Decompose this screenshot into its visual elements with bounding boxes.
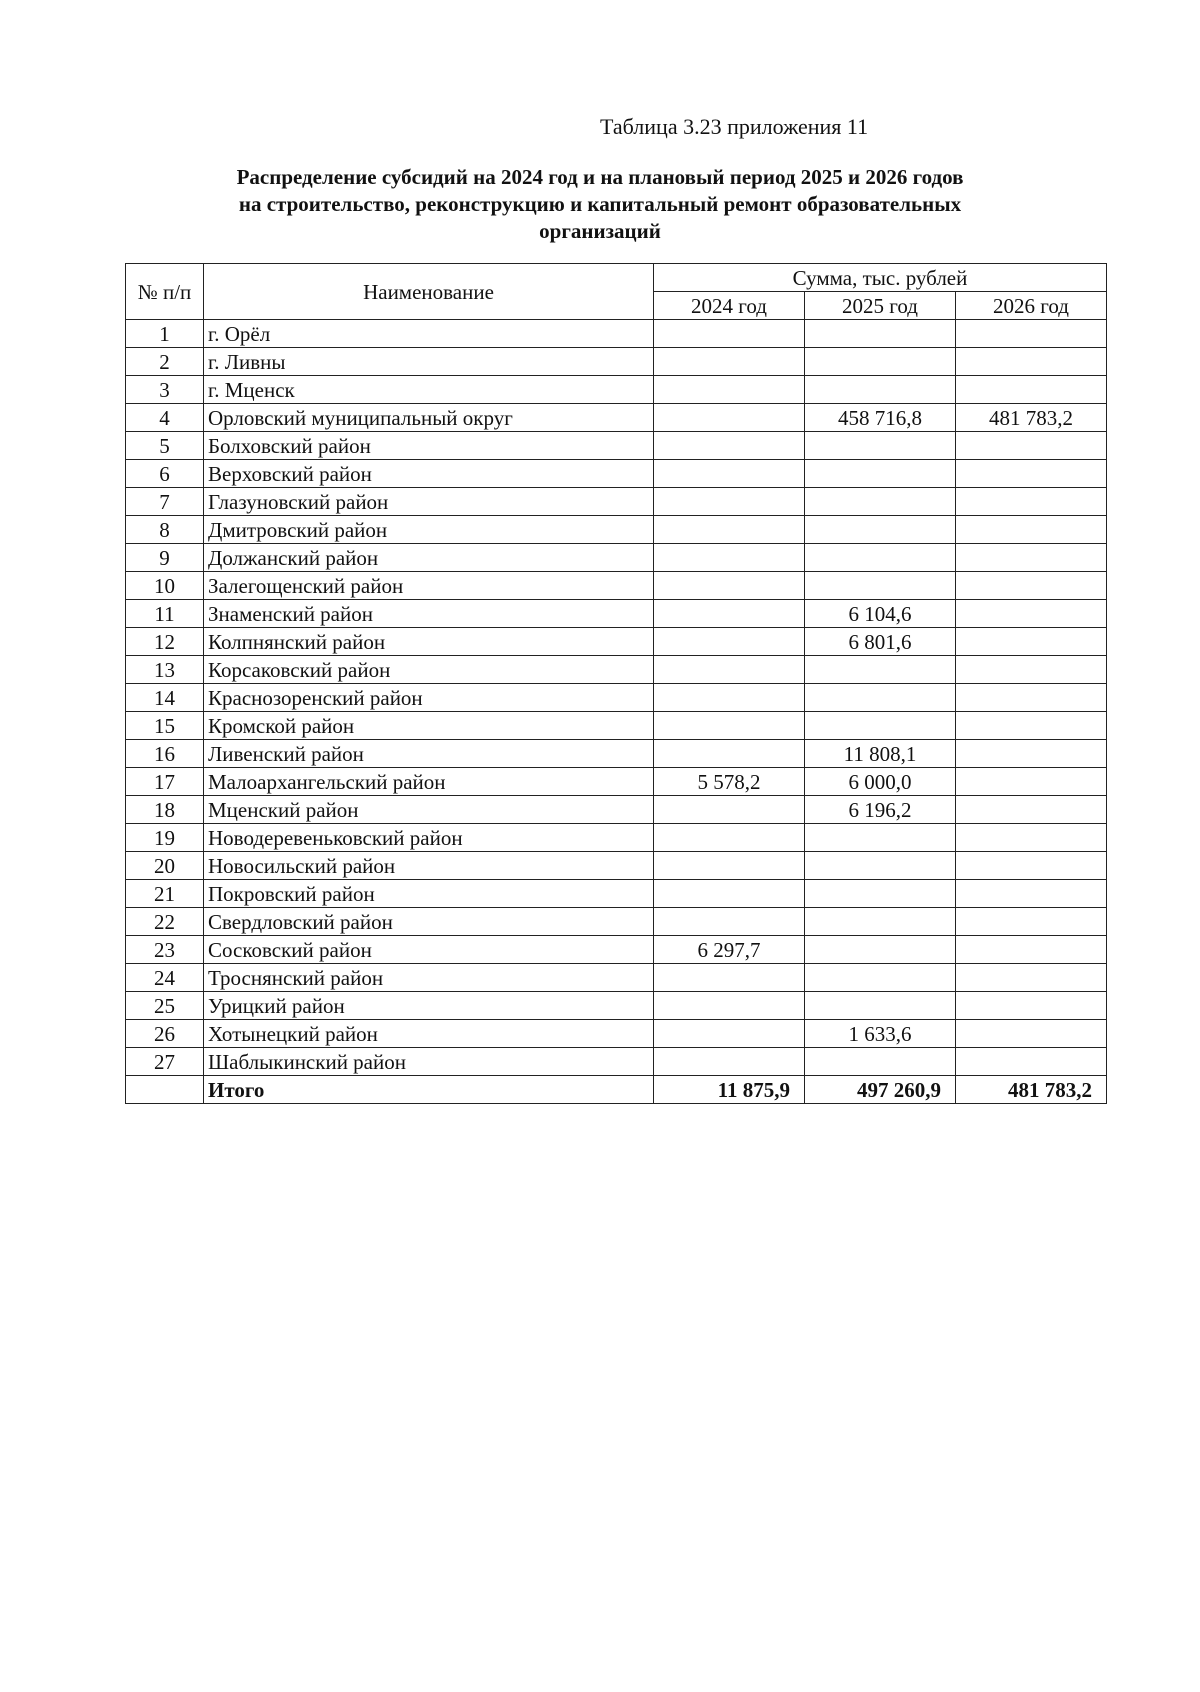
- row-name: Кромской район: [204, 712, 654, 740]
- row-value-2026: [956, 600, 1107, 628]
- table-row: [126, 460, 1107, 488]
- row-number: 10: [126, 572, 204, 600]
- row-number: 25: [126, 992, 204, 1020]
- row-value-2024: [654, 432, 805, 460]
- row-name: Шаблыкинский район: [204, 1048, 654, 1076]
- row-number: 19: [126, 824, 204, 852]
- row-value-2025: [805, 712, 956, 740]
- row-value-2025: [805, 348, 956, 376]
- row-value-2026: [956, 460, 1107, 488]
- row-value-2025: [805, 376, 956, 404]
- row-name: Орловский муниципальный округ: [204, 404, 654, 432]
- row-value-2025: [805, 488, 956, 516]
- row-name: Покровский район: [204, 880, 654, 908]
- row-name: Знаменский район: [204, 600, 654, 628]
- row-number: 5: [126, 432, 204, 460]
- row-value-2026: [956, 796, 1107, 824]
- row-value-2025: [805, 992, 956, 1020]
- row-value-2024: [654, 348, 805, 376]
- row-name: Дмитровский район: [204, 516, 654, 544]
- table-row: [126, 796, 1107, 824]
- row-value-2025: [805, 320, 956, 348]
- row-name: Мценский район: [204, 796, 654, 824]
- row-value-2024: [654, 460, 805, 488]
- table-body: [126, 320, 1107, 1076]
- table-row: [126, 936, 1107, 964]
- row-name: Троснянский район: [204, 964, 654, 992]
- row-value-2024: [654, 656, 805, 684]
- row-number: 11: [126, 600, 204, 628]
- table-row: [126, 348, 1107, 376]
- row-value-2024: [654, 320, 805, 348]
- row-number: 17: [126, 768, 204, 796]
- row-value-2026: [956, 488, 1107, 516]
- header-year-2026: 2026 год: [956, 292, 1107, 320]
- row-value-2025: [805, 684, 956, 712]
- row-value-2024: [654, 740, 805, 768]
- table-row: [126, 516, 1107, 544]
- row-name: Малоархангельский район: [204, 768, 654, 796]
- row-name: г. Ливны: [204, 348, 654, 376]
- row-name: г. Орёл: [204, 320, 654, 348]
- row-value-2025: 6 104,6: [805, 600, 956, 628]
- row-value-2026: [956, 628, 1107, 656]
- row-name: Новосильский район: [204, 852, 654, 880]
- row-value-2024: [654, 712, 805, 740]
- table-row: [126, 1020, 1107, 1048]
- row-name: Колпнянский район: [204, 628, 654, 656]
- row-number: 9: [126, 544, 204, 572]
- table-row: [126, 544, 1107, 572]
- subsidy-table: [125, 263, 1107, 1104]
- total-label: Итого: [204, 1076, 654, 1104]
- row-value-2024: [654, 600, 805, 628]
- row-value-2024: 5 578,2: [654, 768, 805, 796]
- table-row: [126, 320, 1107, 348]
- row-value-2026: [956, 1048, 1107, 1076]
- header-number: № п/п: [126, 264, 204, 320]
- row-value-2026: [956, 320, 1107, 348]
- row-number: 1: [126, 320, 204, 348]
- row-value-2024: [654, 628, 805, 656]
- table-row: [126, 404, 1107, 432]
- row-value-2026: [956, 740, 1107, 768]
- table-row: [126, 656, 1107, 684]
- title-line: Распределение субсидий на 2024 год и на плановый период 2025 и 2026 годов: [236, 165, 964, 189]
- row-value-2024: [654, 516, 805, 544]
- row-value-2024: [654, 880, 805, 908]
- row-value-2024: [654, 852, 805, 880]
- table-row: [126, 684, 1107, 712]
- row-value-2025: [805, 824, 956, 852]
- row-value-2024: [654, 1048, 805, 1076]
- row-value-2026: [956, 824, 1107, 852]
- table-row: [126, 432, 1107, 460]
- row-name: Глазуновский район: [204, 488, 654, 516]
- row-name: Верховский район: [204, 460, 654, 488]
- row-number: 7: [126, 488, 204, 516]
- row-value-2025: [805, 852, 956, 880]
- row-value-2025: 1 633,6: [805, 1020, 956, 1048]
- row-name: Урицкий район: [204, 992, 654, 1020]
- table-row: [126, 600, 1107, 628]
- row-value-2025: [805, 432, 956, 460]
- row-number: 8: [126, 516, 204, 544]
- row-name: Болховский район: [204, 432, 654, 460]
- row-value-2026: [956, 432, 1107, 460]
- header-name: Наименование: [204, 264, 654, 320]
- row-value-2024: [654, 572, 805, 600]
- table-row: [126, 992, 1107, 1020]
- row-value-2026: [956, 656, 1107, 684]
- row-number: 2: [126, 348, 204, 376]
- row-value-2026: [956, 964, 1107, 992]
- table-row: [126, 908, 1107, 936]
- row-value-2024: [654, 964, 805, 992]
- table-row: [126, 1048, 1107, 1076]
- row-number: 22: [126, 908, 204, 936]
- title-line: организаций: [539, 219, 661, 243]
- table-row: [126, 768, 1107, 796]
- row-name: Ливенский район: [204, 740, 654, 768]
- total-2026: 481 783,2: [956, 1076, 1107, 1104]
- row-value-2025: [805, 880, 956, 908]
- row-value-2026: [956, 908, 1107, 936]
- row-number: 6: [126, 460, 204, 488]
- total-row: [126, 1076, 1107, 1104]
- total-number-cell: [126, 1076, 204, 1104]
- row-value-2025: 6 196,2: [805, 796, 956, 824]
- table-row: [126, 964, 1107, 992]
- row-number: 24: [126, 964, 204, 992]
- row-value-2025: [805, 460, 956, 488]
- total-2025: 497 260,9: [805, 1076, 956, 1104]
- row-value-2025: 6 801,6: [805, 628, 956, 656]
- row-value-2025: 6 000,0: [805, 768, 956, 796]
- row-value-2026: [956, 852, 1107, 880]
- row-name: Новодеревеньковский район: [204, 824, 654, 852]
- row-value-2025: [805, 516, 956, 544]
- row-name: Залегощенский район: [204, 572, 654, 600]
- row-value-2026: [956, 1020, 1107, 1048]
- table-caption: Таблица 3.23 приложения 11: [600, 114, 869, 139]
- row-value-2024: [654, 488, 805, 516]
- table-row: [126, 740, 1107, 768]
- table-row: [126, 628, 1107, 656]
- row-value-2024: [654, 544, 805, 572]
- row-value-2024: [654, 684, 805, 712]
- row-value-2024: [654, 376, 805, 404]
- row-value-2026: [956, 348, 1107, 376]
- row-number: 16: [126, 740, 204, 768]
- row-value-2024: [654, 1020, 805, 1048]
- table-row: [126, 852, 1107, 880]
- row-value-2025: [805, 936, 956, 964]
- title-line: на строительство, реконструкцию и капитальный ремонт образовательных: [238, 192, 962, 216]
- row-number: 3: [126, 376, 204, 404]
- row-number: 4: [126, 404, 204, 432]
- row-value-2024: [654, 796, 805, 824]
- header-sum: Сумма, тыс. рублей: [654, 264, 1107, 292]
- row-number: 15: [126, 712, 204, 740]
- total-2024: 11 875,9: [654, 1076, 805, 1104]
- table-row: [126, 376, 1107, 404]
- row-name: Краснозоренский район: [204, 684, 654, 712]
- row-value-2025: [805, 964, 956, 992]
- row-name: Свердловский район: [204, 908, 654, 936]
- row-value-2026: [956, 376, 1107, 404]
- table-row: [126, 712, 1107, 740]
- row-number: 12: [126, 628, 204, 656]
- row-number: 26: [126, 1020, 204, 1048]
- row-value-2024: [654, 404, 805, 432]
- row-value-2025: 458 716,8: [805, 404, 956, 432]
- row-value-2026: [956, 684, 1107, 712]
- row-name: Сосковский район: [204, 936, 654, 964]
- row-value-2024: [654, 992, 805, 1020]
- row-value-2024: [654, 824, 805, 852]
- row-value-2026: [956, 712, 1107, 740]
- row-value-2024: [654, 908, 805, 936]
- table-row: [126, 488, 1107, 516]
- row-name: Корсаковский район: [204, 656, 654, 684]
- table-row: [126, 572, 1107, 600]
- header-year-2024: 2024 год: [654, 292, 805, 320]
- row-value-2026: [956, 992, 1107, 1020]
- row-number: 14: [126, 684, 204, 712]
- row-value-2026: [956, 516, 1107, 544]
- document-title: [150, 164, 1050, 245]
- row-number: 13: [126, 656, 204, 684]
- table-row: [126, 824, 1107, 852]
- row-value-2025: [805, 656, 956, 684]
- row-name: г. Мценск: [204, 376, 654, 404]
- row-value-2025: [805, 572, 956, 600]
- row-value-2025: 11 808,1: [805, 740, 956, 768]
- row-number: 21: [126, 880, 204, 908]
- row-value-2025: [805, 544, 956, 572]
- row-value-2026: [956, 572, 1107, 600]
- row-name: Хотынецкий район: [204, 1020, 654, 1048]
- row-value-2026: 481 783,2: [956, 404, 1107, 432]
- row-value-2024: 6 297,7: [654, 936, 805, 964]
- row-value-2025: [805, 908, 956, 936]
- row-number: 23: [126, 936, 204, 964]
- row-value-2025: [805, 1048, 956, 1076]
- row-number: 20: [126, 852, 204, 880]
- table-row: [126, 880, 1107, 908]
- row-value-2026: [956, 544, 1107, 572]
- header-year-2025: 2025 год: [805, 292, 956, 320]
- row-value-2026: [956, 880, 1107, 908]
- row-number: 18: [126, 796, 204, 824]
- row-value-2026: [956, 768, 1107, 796]
- row-number: 27: [126, 1048, 204, 1076]
- row-value-2026: [956, 936, 1107, 964]
- row-name: Должанский район: [204, 544, 654, 572]
